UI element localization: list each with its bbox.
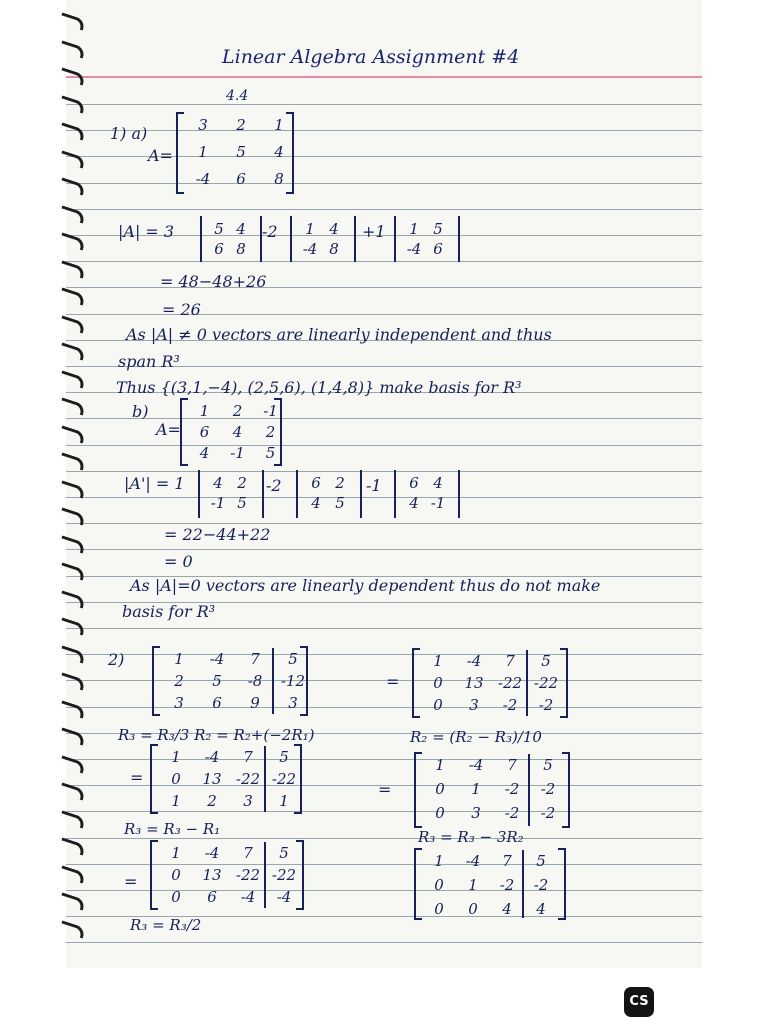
matrix-cell: 8 <box>329 240 339 258</box>
q1a-matrix-label: A= <box>148 146 173 165</box>
margin-line <box>66 76 702 78</box>
q1a-det-op1: -2 <box>262 222 278 241</box>
matrix-cell: 5 <box>288 650 298 668</box>
q2-matrix-1 <box>152 646 308 716</box>
q1a-minor-3 <box>394 216 460 262</box>
matrix-cell: 9 <box>250 694 260 712</box>
camscanner-badge: CS <box>624 987 654 1017</box>
q2-matrix-3 <box>150 744 302 814</box>
q2-equals-3: = <box>378 780 392 799</box>
matrix-cell: 1 <box>434 852 444 870</box>
matrix-cell: 8 <box>274 170 284 188</box>
matrix-cell: -2 <box>499 876 515 894</box>
matrix-cell: -1 <box>210 494 226 512</box>
q1a-conclusion-1: As |A| ≠ 0 vectors are linearly independent and thus <box>126 325 552 344</box>
q1b-det-op2: -1 <box>366 476 382 495</box>
page-title: Linear Algebra Assignment #4 <box>222 46 520 68</box>
augment-divider <box>528 754 530 826</box>
matrix-cell: 1 <box>171 792 181 810</box>
matrix-cell: 1 <box>174 650 184 668</box>
matrix-cell: 0 <box>468 900 478 918</box>
q1b-label: b) <box>132 402 149 421</box>
matrix-left-bracket <box>150 840 158 910</box>
matrix-cell: 5 <box>433 220 443 238</box>
matrix-left-bracket <box>176 112 184 194</box>
matrix-cell: -4 <box>204 748 220 766</box>
matrix-cell: -4 <box>466 652 482 670</box>
matrix-cell: 4 <box>274 143 284 161</box>
matrix-cell: 5 <box>541 652 551 670</box>
matrix-cell: 3 <box>174 694 184 712</box>
matrix-cell: -22 <box>271 770 297 788</box>
matrix-left-bracket <box>180 398 188 466</box>
matrix-right-bracket <box>262 470 264 518</box>
matrix-cell: -4 <box>468 756 484 774</box>
matrix-cell: 5 <box>214 220 224 238</box>
matrix-cell: 6 <box>214 240 224 258</box>
q1a-det-prefix: |A| = 3 <box>118 222 175 241</box>
matrix-cell: 2 <box>207 792 217 810</box>
matrix-left-bracket <box>290 216 292 262</box>
matrix-cell: 13 <box>464 674 484 692</box>
q1a-det-op2: +1 <box>362 222 386 241</box>
matrix-cell: -4 <box>276 888 292 906</box>
matrix-cell: -2 <box>538 696 554 714</box>
matrix-cell: -2 <box>540 780 556 798</box>
matrix-cell: 4 <box>213 474 223 492</box>
matrix-cell: 0 <box>435 780 445 798</box>
matrix-cell: 7 <box>250 650 260 668</box>
matrix-cell: 2 <box>335 474 345 492</box>
matrix-left-bracket <box>152 646 160 716</box>
matrix-cell: 7 <box>243 844 253 862</box>
rule-line <box>66 261 702 262</box>
rule-line <box>66 183 702 184</box>
matrix-cell: 1 <box>171 748 181 766</box>
q1b-matrix-label: A= <box>156 420 181 439</box>
matrix-cell: 0 <box>435 804 445 822</box>
q2-op-5: R₃ = R₃/2 <box>130 916 202 934</box>
q1b-det-op1: -2 <box>266 476 282 495</box>
rule-line <box>66 838 702 839</box>
matrix-cell: 3 <box>243 792 253 810</box>
rule-line <box>66 628 702 629</box>
rule-line <box>66 942 702 943</box>
augment-divider <box>522 850 524 918</box>
matrix-left-bracket <box>412 648 420 718</box>
matrix-cell: 1 <box>171 844 181 862</box>
q2-matrix-5 <box>150 840 304 910</box>
matrix-cell: 1 <box>409 220 419 238</box>
rule-line <box>66 445 702 446</box>
augment-divider <box>264 842 266 908</box>
q2-op-4: R₃ = R₃ − 3R₂ <box>418 828 524 846</box>
matrix-cell: 5 <box>265 444 276 462</box>
q2-matrix-4 <box>414 752 570 828</box>
matrix-cell: 1 <box>468 876 478 894</box>
rule-line <box>66 130 702 131</box>
matrix-cell: 3 <box>471 804 481 822</box>
matrix-cell: 6 <box>433 240 443 258</box>
matrix-right-bracket <box>458 470 460 518</box>
matrix-cell: 5 <box>335 494 345 512</box>
matrix-cell: 0 <box>171 770 181 788</box>
matrix-cell: 6 <box>207 888 217 906</box>
augment-divider <box>272 648 274 714</box>
matrix-cell: 6 <box>311 474 321 492</box>
matrix-right-bracket <box>360 470 362 518</box>
matrix-cell: 2 <box>236 116 246 134</box>
matrix-cell: 7 <box>505 652 515 670</box>
q2-equals-4: = <box>124 872 138 891</box>
rule-line <box>66 418 702 419</box>
matrix-cell: -4 <box>209 650 225 668</box>
matrix-cell: 3 <box>198 116 208 134</box>
matrix-cell: 13 <box>202 866 222 884</box>
q2-equals-1: = <box>386 672 400 691</box>
matrix-cell: -22 <box>497 674 523 692</box>
q1b-minor-2 <box>296 470 362 518</box>
matrix-cell: 4 <box>433 474 443 492</box>
rule-line <box>66 549 702 550</box>
matrix-right-bracket <box>558 848 566 920</box>
matrix-cell: 5 <box>279 844 289 862</box>
matrix-cell: -2 <box>502 696 518 714</box>
matrix-cell: -12 <box>280 672 306 690</box>
matrix-cell: 5 <box>536 852 546 870</box>
q1a-step-2: = 26 <box>162 300 201 319</box>
matrix-cell: -8 <box>247 672 263 690</box>
matrix-cell: 4 <box>236 220 246 238</box>
matrix-left-bracket <box>198 470 200 518</box>
matrix-cell: -4 <box>240 888 256 906</box>
matrix-cell: 2 <box>237 474 247 492</box>
augment-divider <box>264 746 266 812</box>
q1b-step-1: = 22−44+22 <box>164 525 271 544</box>
matrix-cell: -4 <box>302 240 318 258</box>
matrix-cell: 1 <box>279 792 289 810</box>
matrix-cell: -1 <box>430 494 446 512</box>
matrix-cell: 4 <box>199 444 210 462</box>
q1b-conclusion-2: basis for R³ <box>122 602 216 621</box>
matrix-cell: 7 <box>502 852 512 870</box>
rule-line <box>66 104 702 105</box>
matrix-cell: 5 <box>212 672 222 690</box>
matrix-left-bracket <box>200 216 202 262</box>
q1a-conclusion-2: span R³ <box>118 352 180 371</box>
matrix-left-bracket <box>150 744 158 814</box>
q1b-matrix <box>180 398 282 466</box>
matrix-cell: -4 <box>406 240 422 258</box>
matrix-cell: 0 <box>171 888 181 906</box>
q1b-minor-1 <box>198 470 264 518</box>
matrix-cell: -22 <box>235 866 261 884</box>
matrix-cell: 6 <box>409 474 419 492</box>
rule-line <box>66 209 702 210</box>
matrix-cell: 1 <box>471 780 481 798</box>
q1b-det-prefix: |A'| = 1 <box>124 474 185 493</box>
q1a-matrix <box>176 112 294 194</box>
rule-line <box>66 523 702 524</box>
matrix-cell: -4 <box>195 170 211 188</box>
matrix-cell: 3 <box>288 694 298 712</box>
matrix-cell: 0 <box>434 876 444 894</box>
matrix-right-bracket <box>354 216 356 262</box>
matrix-cell: 0 <box>434 900 444 918</box>
matrix-cell: 7 <box>243 748 253 766</box>
matrix-cell: 5 <box>236 143 246 161</box>
q2-op-2: R₂ = (R₂ − R₃)/10 <box>410 728 542 746</box>
matrix-left-bracket <box>414 848 422 920</box>
q1a-conclusion-3: Thus {(3,1,−4), (2,5,6), (1,4,8)} make basis for R³ <box>116 378 522 397</box>
matrix-cell: 0 <box>433 696 443 714</box>
matrix-cell: 1 <box>198 143 208 161</box>
matrix-cell: -1 <box>263 402 278 420</box>
q1a-minor-2 <box>290 216 356 262</box>
matrix-cell: -2 <box>504 780 520 798</box>
matrix-cell: -22 <box>235 770 261 788</box>
matrix-left-bracket <box>414 752 422 828</box>
q2-op-3: R₃ = R₃ − R₁ <box>124 820 221 838</box>
matrix-cell: 1 <box>433 652 443 670</box>
matrix-cell: -2 <box>533 876 549 894</box>
matrix-cell: 6 <box>199 423 210 441</box>
matrix-cell: 8 <box>236 240 246 258</box>
matrix-cell: 5 <box>279 748 289 766</box>
rule-line <box>66 471 702 472</box>
matrix-right-bracket <box>458 216 460 262</box>
matrix-cell: -2 <box>540 804 556 822</box>
matrix-cell: 4 <box>311 494 321 512</box>
matrix-cell: -22 <box>271 866 297 884</box>
matrix-cell: 2 <box>232 402 243 420</box>
matrix-left-bracket <box>394 216 396 262</box>
matrix-cell: 2 <box>174 672 184 690</box>
matrix-cell: 4 <box>232 423 243 441</box>
matrix-cell: 3 <box>469 696 479 714</box>
matrix-cell: 4 <box>502 900 512 918</box>
section-number: 4.4 <box>226 88 249 104</box>
matrix-cell: 0 <box>433 674 443 692</box>
matrix-cell: 6 <box>212 694 222 712</box>
matrix-cell: -4 <box>204 844 220 862</box>
q2-equals-2: = <box>130 768 144 787</box>
matrix-cell: 5 <box>237 494 247 512</box>
q2-label: 2) <box>108 650 125 669</box>
q2-matrix-2 <box>412 648 568 718</box>
q2-matrix-6 <box>414 848 566 920</box>
q1a-minor-1 <box>200 216 262 262</box>
q1b-minor-3 <box>394 470 460 518</box>
matrix-cell: 1 <box>435 756 445 774</box>
matrix-cell: -1 <box>230 444 245 462</box>
q1a-step-1: = 48−48+26 <box>160 272 267 291</box>
rule-line <box>66 497 702 498</box>
matrix-left-bracket <box>296 470 298 518</box>
matrix-cell: 1 <box>305 220 315 238</box>
matrix-cell: 5 <box>543 756 553 774</box>
matrix-cell: -4 <box>465 852 481 870</box>
matrix-cell: 4 <box>329 220 339 238</box>
matrix-cell: 1 <box>199 402 210 420</box>
matrix-cell: 2 <box>265 423 276 441</box>
matrix-cell: 4 <box>536 900 546 918</box>
augment-divider <box>526 650 528 716</box>
q2-op-1: R₃ = R₃/3 R₂ = R₂+(−2R₁) <box>118 726 315 744</box>
matrix-cell: 6 <box>236 170 246 188</box>
q1b-conclusion-1: As |A|=0 vectors are linearly dependent thus do not make <box>130 576 601 595</box>
matrix-cell: 7 <box>507 756 517 774</box>
matrix-cell: 4 <box>409 494 419 512</box>
matrix-cell: -2 <box>504 804 520 822</box>
matrix-cell: 13 <box>202 770 222 788</box>
matrix-cell: 1 <box>274 116 284 134</box>
matrix-cell: -22 <box>533 674 559 692</box>
matrix-left-bracket <box>394 470 396 518</box>
q1a-label: 1) a) <box>110 124 148 143</box>
matrix-cell: 0 <box>171 866 181 884</box>
q1b-step-2: = 0 <box>164 552 193 571</box>
